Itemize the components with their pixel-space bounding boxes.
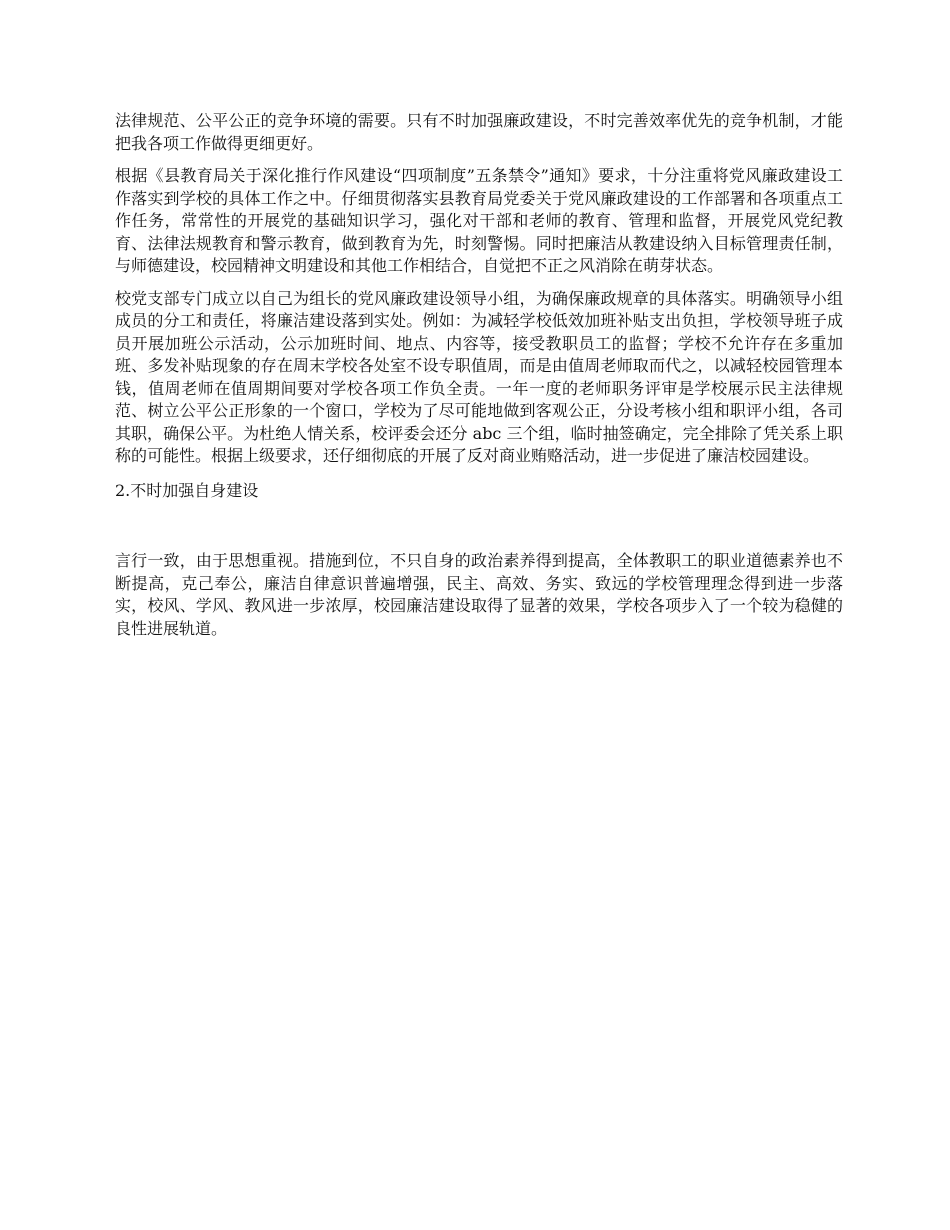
document-body (115, 110, 843, 650)
paragraph-closing: 言行一致，由于思想重视。措施到位，不只自身的政治素养得到提高，全体教职工的职业道德素养也不断提高，克己奉公，廉洁自律意识普遍增强，民主、高效、务实、致远的学校管理理念得到进一步落实，校风、学风、教风进一步浓厚，校园廉洁建设取得了显著的效果，学校各项步入了一个较为稳健的良性进展轨道。 (115, 551, 843, 638)
paragraph-directive: 根据《县教育局关于深化推行作风建设“四项制度”五条禁令”通知》要求，十分注重将党风廉政建设工作落实到学校的具体工作之中。仔细贯彻落实县教育局党委关于党风廉政建设的工作部署和各项重点工作任务，常常性的开展党的基础知识学习，强化对干部和老师的教育、管理和监督，开展党风党纪教育、法律法规教育和警示教育，做到教育为先，时刻警惕。同时把廉洁从教建设纳入目标管理责任制，与师德建设，校园精神文明建设和其他工作相结合，自觉把不正之风消除在萌芽状态。 (115, 166, 843, 275)
paragraph-party-branch: 校党支部专门成立以自己为组长的党风廉政建设领导小组，为确保廉政规章的具体落实。明确领导小组成员的分工和责任，将廉洁建设落到实处。例如：为减轻学校低效加班补贴支出负担，学校领导班子成员开展加班公示活动，公示加班时间、地点、内容等，接受教职员工的监督；学校不允许存在多重加班、多发补贴现象的存在周末学校各处室不设专职值周，而是由值周老师取而代之，以减轻校园管理本钱，值周老师在值周期间要对学校各项工作负全责。一年一度的老师职务评审是学校展示民主法律规范、树立公平公正形象的一个窗口，学校为了尽可能地做到客观公正，分设考核小组和职评小组，各司其职，确保公平。为杜绝人情关系，校评委会还分 abc 三个组，临时抽签确定，完全排除了凭关系上职称的可能性。根据上级要求，还仔细彻底的开展了反对商业贿赂活动，进一步促进了廉洁校园建设。 (115, 288, 843, 465)
spacer (115, 502, 843, 550)
paragraph-intro: 法律规范、公平公正的竞争环境的需要。只有不时加强廉政建设，不时完善效率优先的竞争机制，才能把我各项工作做得更细更好。 (115, 111, 843, 153)
section-heading: 2.不时加强自身建设 (115, 480, 259, 500)
